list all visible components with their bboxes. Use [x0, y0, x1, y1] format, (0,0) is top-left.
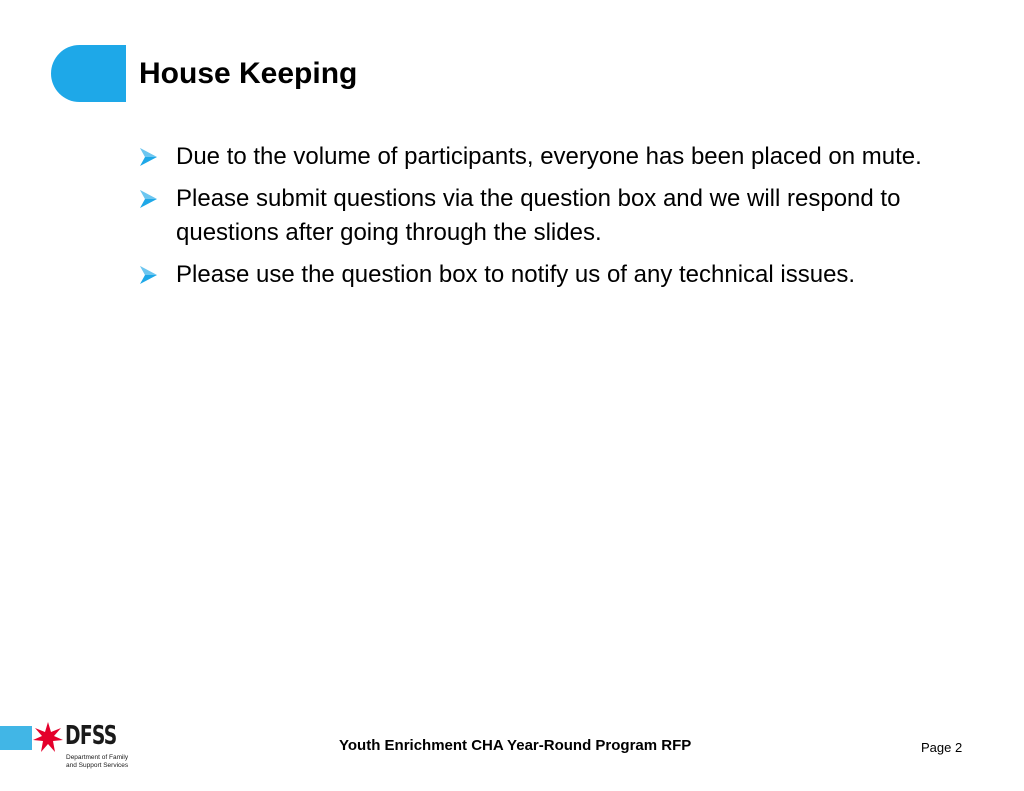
logo-wordmark: DFSS — [65, 721, 117, 751]
dfss-logo — [32, 719, 132, 771]
logo-subtitle — [66, 754, 128, 770]
page-number: Page 2 — [921, 740, 963, 755]
slide-title: House Keeping — [139, 57, 358, 90]
title-accent-shape — [51, 45, 126, 102]
logo-subtitle-line: Department of Family — [66, 754, 129, 761]
bullet-item — [136, 182, 946, 250]
bullet-list — [136, 140, 946, 300]
footer-accent-bar — [0, 726, 32, 750]
logo-subtitle-line: and Support Services — [66, 762, 129, 769]
footer-title: Youth Enrichment CHA Year-Round Program RFP — [339, 737, 692, 754]
bullet-item — [136, 258, 946, 292]
bullet-text: Please use the question box to notify us of any technical issues. — [176, 261, 856, 288]
arrow-bullet-icon — [137, 146, 159, 168]
bullet-text: Please submit questions via the question box and we will respond to questions after going through the slides. — [176, 185, 901, 246]
bullet-text: Due to the volume of participants, everyone has been placed on mute. — [176, 143, 922, 170]
arrow-bullet-icon — [137, 264, 159, 286]
chicago-star-icon — [32, 721, 64, 753]
bullet-item — [136, 140, 946, 174]
arrow-bullet-icon — [137, 188, 159, 210]
